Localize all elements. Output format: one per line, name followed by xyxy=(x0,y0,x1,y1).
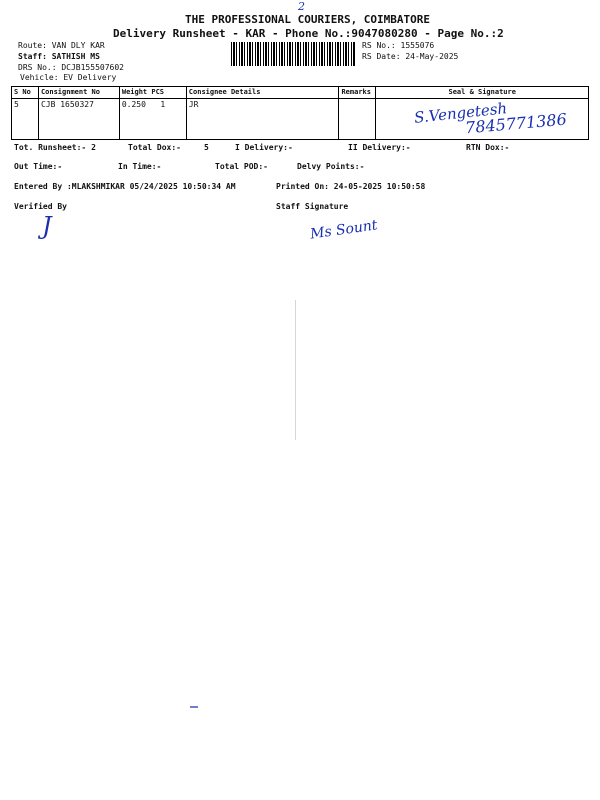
staff-signature-label: Staff Signature xyxy=(276,202,349,211)
rs-number: RS No.: 1555076 xyxy=(362,41,435,50)
printed-on: Printed On: 24-05-2025 10:50:58 xyxy=(276,182,426,191)
staff-signature: Ms Sount xyxy=(309,217,379,243)
entered-by: Entered By :MLAKSHMIKAR 05/24/2025 10:50:34 AM xyxy=(14,182,236,191)
cell-remarks xyxy=(339,99,376,140)
in-time: In Time:- xyxy=(118,162,162,171)
rtn-dox: RTN Dox:- xyxy=(466,143,510,152)
table-header-row xyxy=(12,87,589,99)
verified-by-label: Verified By xyxy=(14,202,67,211)
rs-date: RS Date: 24-May-2025 xyxy=(362,52,459,61)
col-header-consignee: Consignee Details xyxy=(186,87,339,99)
col-header-seal-signature: Seal & Signature xyxy=(376,87,589,99)
out-time: Out Time:- xyxy=(14,162,63,171)
total-dox-value: 5 xyxy=(204,143,209,152)
total-pod: Total POD:- xyxy=(215,162,268,171)
cell-weight-pcs: 0.250 1 xyxy=(119,99,186,140)
route-label: Route: VAN DLY KAR xyxy=(18,41,105,50)
tot-runsheet: Tot. Runsheet:- 2 xyxy=(14,143,96,152)
verified-signature: J xyxy=(42,212,52,240)
i-delivery: I Delivery:- xyxy=(235,143,293,152)
col-header-sno: S No xyxy=(12,87,39,99)
staff-label: Staff: SATHISH MS xyxy=(18,52,100,61)
total-dox-label: Total Dox:- xyxy=(128,143,181,152)
cell-consignee: JR xyxy=(186,99,339,140)
runsheet-subtitle: Delivery Runsheet - KAR - Phone No.:9047080280 - Page No.:2 xyxy=(113,27,504,40)
delvy-points: Delvy Points:- xyxy=(297,162,365,171)
company-title: THE PROFESSIONAL COURIERS, COIMBATORE xyxy=(185,13,431,26)
barcode xyxy=(231,42,355,66)
hand-page-mark: 2 xyxy=(298,0,305,13)
scan-streak xyxy=(295,300,296,440)
cell-sno: 5 xyxy=(12,99,39,140)
col-header-weight-pcs: Weight PCS xyxy=(119,87,186,99)
cell-consignment: CJB 1650327 xyxy=(38,99,119,140)
receiver-phone-handwriting: 7845771386 xyxy=(464,109,568,138)
vehicle-label: Vehicle: EV Delivery xyxy=(20,73,117,82)
receiver-name-handwriting: S.Vengetesh xyxy=(413,99,508,127)
drs-number: DRS No.: DCJB155507602 xyxy=(18,63,124,72)
col-header-consignment: Consignment No xyxy=(38,87,119,99)
col-header-remarks: Remarks xyxy=(339,87,376,99)
ii-delivery: II Delivery:- xyxy=(348,143,411,152)
scan-mark xyxy=(190,706,198,708)
